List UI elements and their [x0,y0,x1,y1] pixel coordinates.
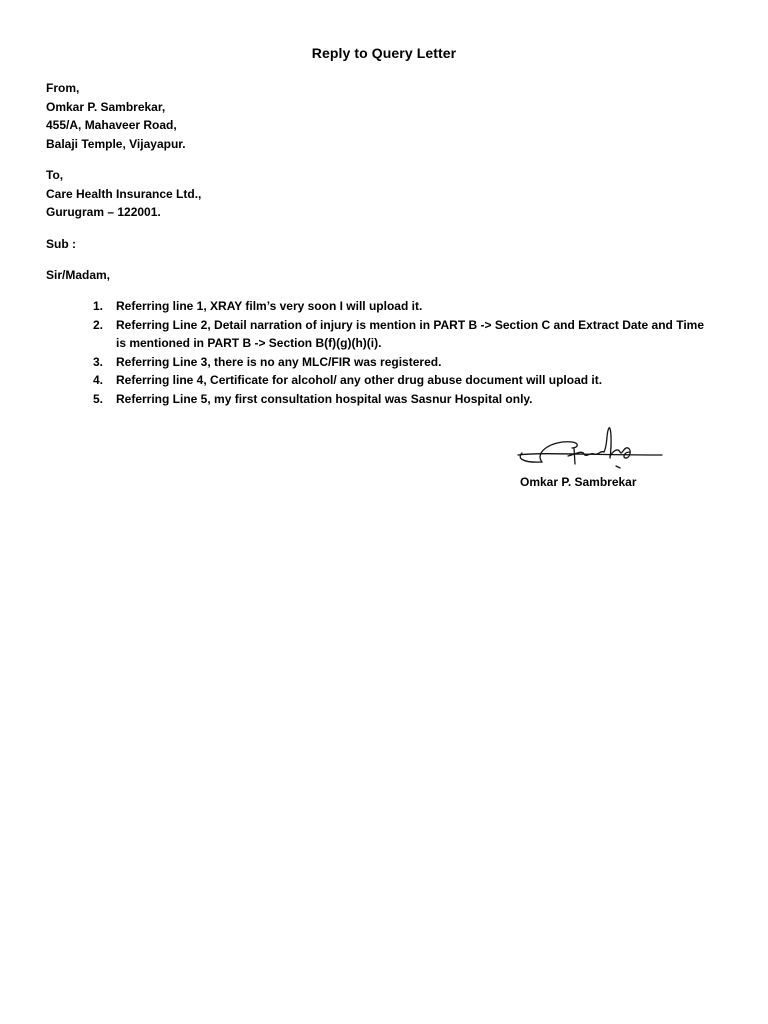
list-item [88,297,738,316]
page-title: Reply to Query Letter [311,45,457,61]
list-item-text: Referring Line 2, Detail narration of injury is mention in PART B -> Section C and Extract Date and Time [116,317,704,332]
list-item-text: Referring Line 3, there is no any MLC/FIR was registered. [116,354,442,369]
to-label: To, [46,168,64,182]
reply-points-list [88,297,738,408]
list-item-text: Referring Line 5, my first consultation hospital was Sasnur Hospital only. [116,391,533,406]
list-item [88,371,738,390]
list-item [88,316,738,353]
list-item [88,353,738,372]
sender-address-line1: 455/A, Mahaveer Road, [46,118,177,132]
list-item-text: Referring line 1, XRAY film’s very soon I will upload it. [116,299,423,313]
list-item-number: 2. [93,317,104,332]
signer-name: Omkar P. Sambrekar [520,475,637,489]
sender-name: Omkar P. Sambrekar, [46,99,166,114]
list-item-text-continued: is mentioned in PART B -> Section B(f)(g)(h)(i). [116,336,382,350]
recipient-address-line1: Gurugram – 122001. [46,205,161,219]
list-item-text: Referring line 4, Certificate for alcohol/ any other drug abuse document will upload it. [116,373,603,387]
recipient-address [46,166,201,222]
from-label: From, [46,81,80,95]
list-item [88,390,738,409]
recipient-name: Care Health Insurance Ltd., [46,186,202,201]
list-item-number: 3. [93,354,104,369]
list-item-number: 4. [93,373,104,387]
sender-address-line2: Balaji Temple, Vijayapur. [46,136,186,151]
handwritten-signature-icon [512,422,664,470]
sender-address [46,79,186,153]
list-item-number: 5. [93,391,104,406]
salutation: Sir/Madam, [46,268,111,282]
subject-line: Sub : [46,237,76,251]
list-item-number: 1. [93,299,104,313]
